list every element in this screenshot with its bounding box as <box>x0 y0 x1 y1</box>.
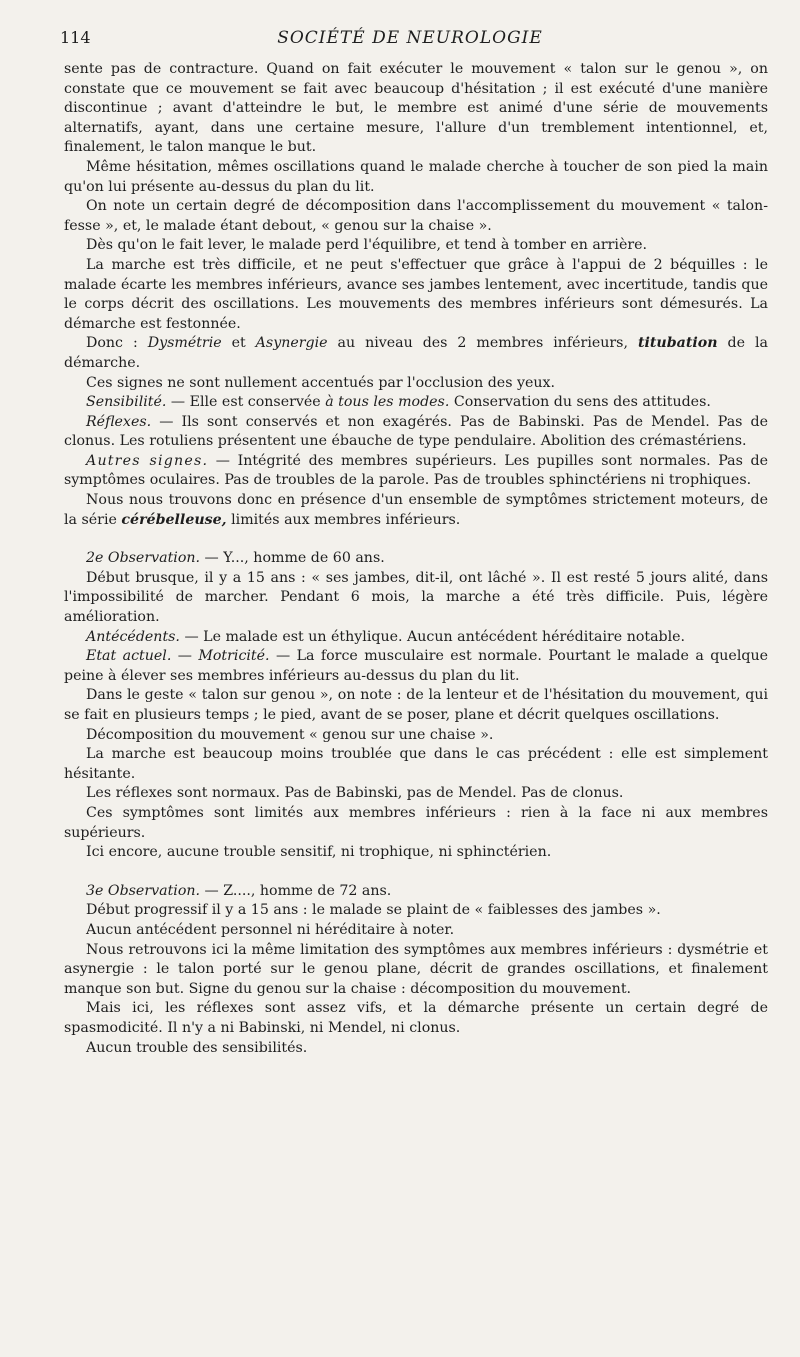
paragraph-other-signs: Autres signes. — Intégrité des membres supérieurs. Les pupilles sont normales. Pas de symptômes oculaires. Pas de troubles de la parole. Pas de troubles sphinctériens ni trophiques. <box>64 452 768 489</box>
paragraph-conclusion: Nous nous trouvons donc en présence d'un ensemble de symptômes strictement moteurs, de la série cérébelleuse, limités aux membres inférieurs. <box>64 492 768 528</box>
observation-2-heading: 2e Observation. — Y..., homme de 60 ans. <box>86 550 385 567</box>
page-number: 114 <box>60 28 91 47</box>
body-text <box>64 60 768 1058</box>
paragraph-summary: Donc : Dysmétrie et Asynergie au niveau des 2 membres inférieurs, titubation de la démarche. <box>64 335 768 371</box>
paragraph-decomposition: On note un certain degré de décomposition dans l'accomplissement du mouvement « talon-fesse », et, le malade étant debout, « genou sur la chaise ». <box>64 198 768 234</box>
paragraph-heel-knee: sente pas de contracture. Quand on fait exécuter le mouvement « talon sur le genou », on constate que ce mouvement se fait avec beaucoup d'hésitation ; il est exécuté d'une manière discontinue ; avant d'atteindre le but, le membre est animé d'une série de mouvements alternatifs, ayant, dans une certaine mesure, l'allure d'un tremblement intentionnel, et, finalement, le talon manque le but. <box>64 61 768 156</box>
paragraph-sensory-2: Ici encore, aucune trouble sensitif, ni trophique, ni sphinctérien. <box>86 844 552 861</box>
observation-3-heading: 3e Observation. — Z...., homme de 72 ans. <box>86 882 392 899</box>
paragraph-reflexes-2: Les réflexes sont normaux. Pas de Babinski, pas de Mendel. Pas de clonus. <box>86 785 624 802</box>
paragraph-sensibility: Sensibilité. — Elle est conservée à tous les modes. Conservation du sens des attitudes. <box>86 394 711 411</box>
paragraph-reflexes: Réflexes. — Ils sont conservés et non exagérés. Pas de Babinski. Pas de Mendel. Pas de clonus. Les rotuliens présentent une ébauche de type pendulaire. Abolition des crémastériens. <box>64 413 768 450</box>
paragraph-onset-3: Début progressif il y a 15 ans : le malade se plaint de « faiblesses des jambes ». <box>86 902 661 919</box>
paragraph-antecedents-3: Aucun antécédent personnel ni héréditaire à noter. <box>86 921 455 938</box>
paragraph-foot-hand: Même hésitation, mêmes oscillations quand le malade cherche à toucher de son pied la main qu'on lui présente au-dessus du plan du lit. <box>64 158 768 195</box>
paragraph-symptoms-3: Nous retrouvons ici la même limitation des symptômes aux membres inférieurs : dysmétrie et asynergie : le talon porté sur le genou plane, décrit de grandes oscillations, et finalement manque son but. Signe du genou sur la chaise : décomposition du mouvement. <box>64 941 768 997</box>
paragraph-reflexes-3: Mais ici, les réflexes sont assez vifs, et la démarche présente un certain degré de spasmodicité. Il n'y a ni Babinski, ni Mendel, ni clonus. <box>64 1000 768 1036</box>
paragraph-gait: La marche est très difficile, et ne peut s'effectuer que grâce à l'appui de 2 béquilles : le malade écarte les membres inférieurs, avance ses jambes lentement, avec incertitude, tandis que le corps décrit des oscillations. Les mouvements des membres inférieurs sont démesurés. La démarche est festonnée. <box>64 256 768 332</box>
paragraph-onset-2: Début brusque, il y a 15 ans : « ses jambes, dit-il, ont lâché ». Il est resté 5 jours alité, dans l'impossibilité de marcher. Pendant 6 mois, la marche a été très difficile. Puis, légère amélioration. <box>64 569 768 626</box>
paragraph-gait-2: La marche est beaucoup moins troublée que dans le cas précédent : elle est simplement hésitante. <box>64 746 768 782</box>
paragraph-antecedents-2: Antécédents. — Le malade est un éthylique. Aucun antécédent héréditaire notable. <box>86 628 686 645</box>
paragraph-motricity-2: Etat actuel. — Motricité. — La force musculaire est normale. Pourtant le malade a quelque peine à élever ses membres inférieurs au-dessus du plan du lit. <box>64 648 768 684</box>
paragraph-heel-knee-2: Dans le geste « talon sur genou », on note : de la lenteur et de l'hésitation du mouvement, qui se fait en plusieurs temps ; le pied, avant de se poser, plane et décrit quelques oscillations. <box>64 687 768 723</box>
paragraph-equilibrium: Dès qu'on le fait lever, le malade perd l'équilibre, et tend à tomber en arrière. <box>86 237 648 254</box>
paragraph-decomposition-2: Décomposition du mouvement « genou sur une chaise ». <box>86 726 494 743</box>
page-header <box>60 28 760 52</box>
paragraph-sensory-3: Aucun trouble des sensibilités. <box>86 1039 308 1056</box>
running-title: SOCIÉTÉ DE NEUROLOGIE <box>277 28 543 48</box>
paragraph-limits-2: Ces symptômes sont limités aux membres inférieurs : rien à la face ni aux membres supérieurs. <box>64 804 768 841</box>
paragraph-eyes: Ces signes ne sont nullement accentués par l'occlusion des yeux. <box>86 374 556 391</box>
